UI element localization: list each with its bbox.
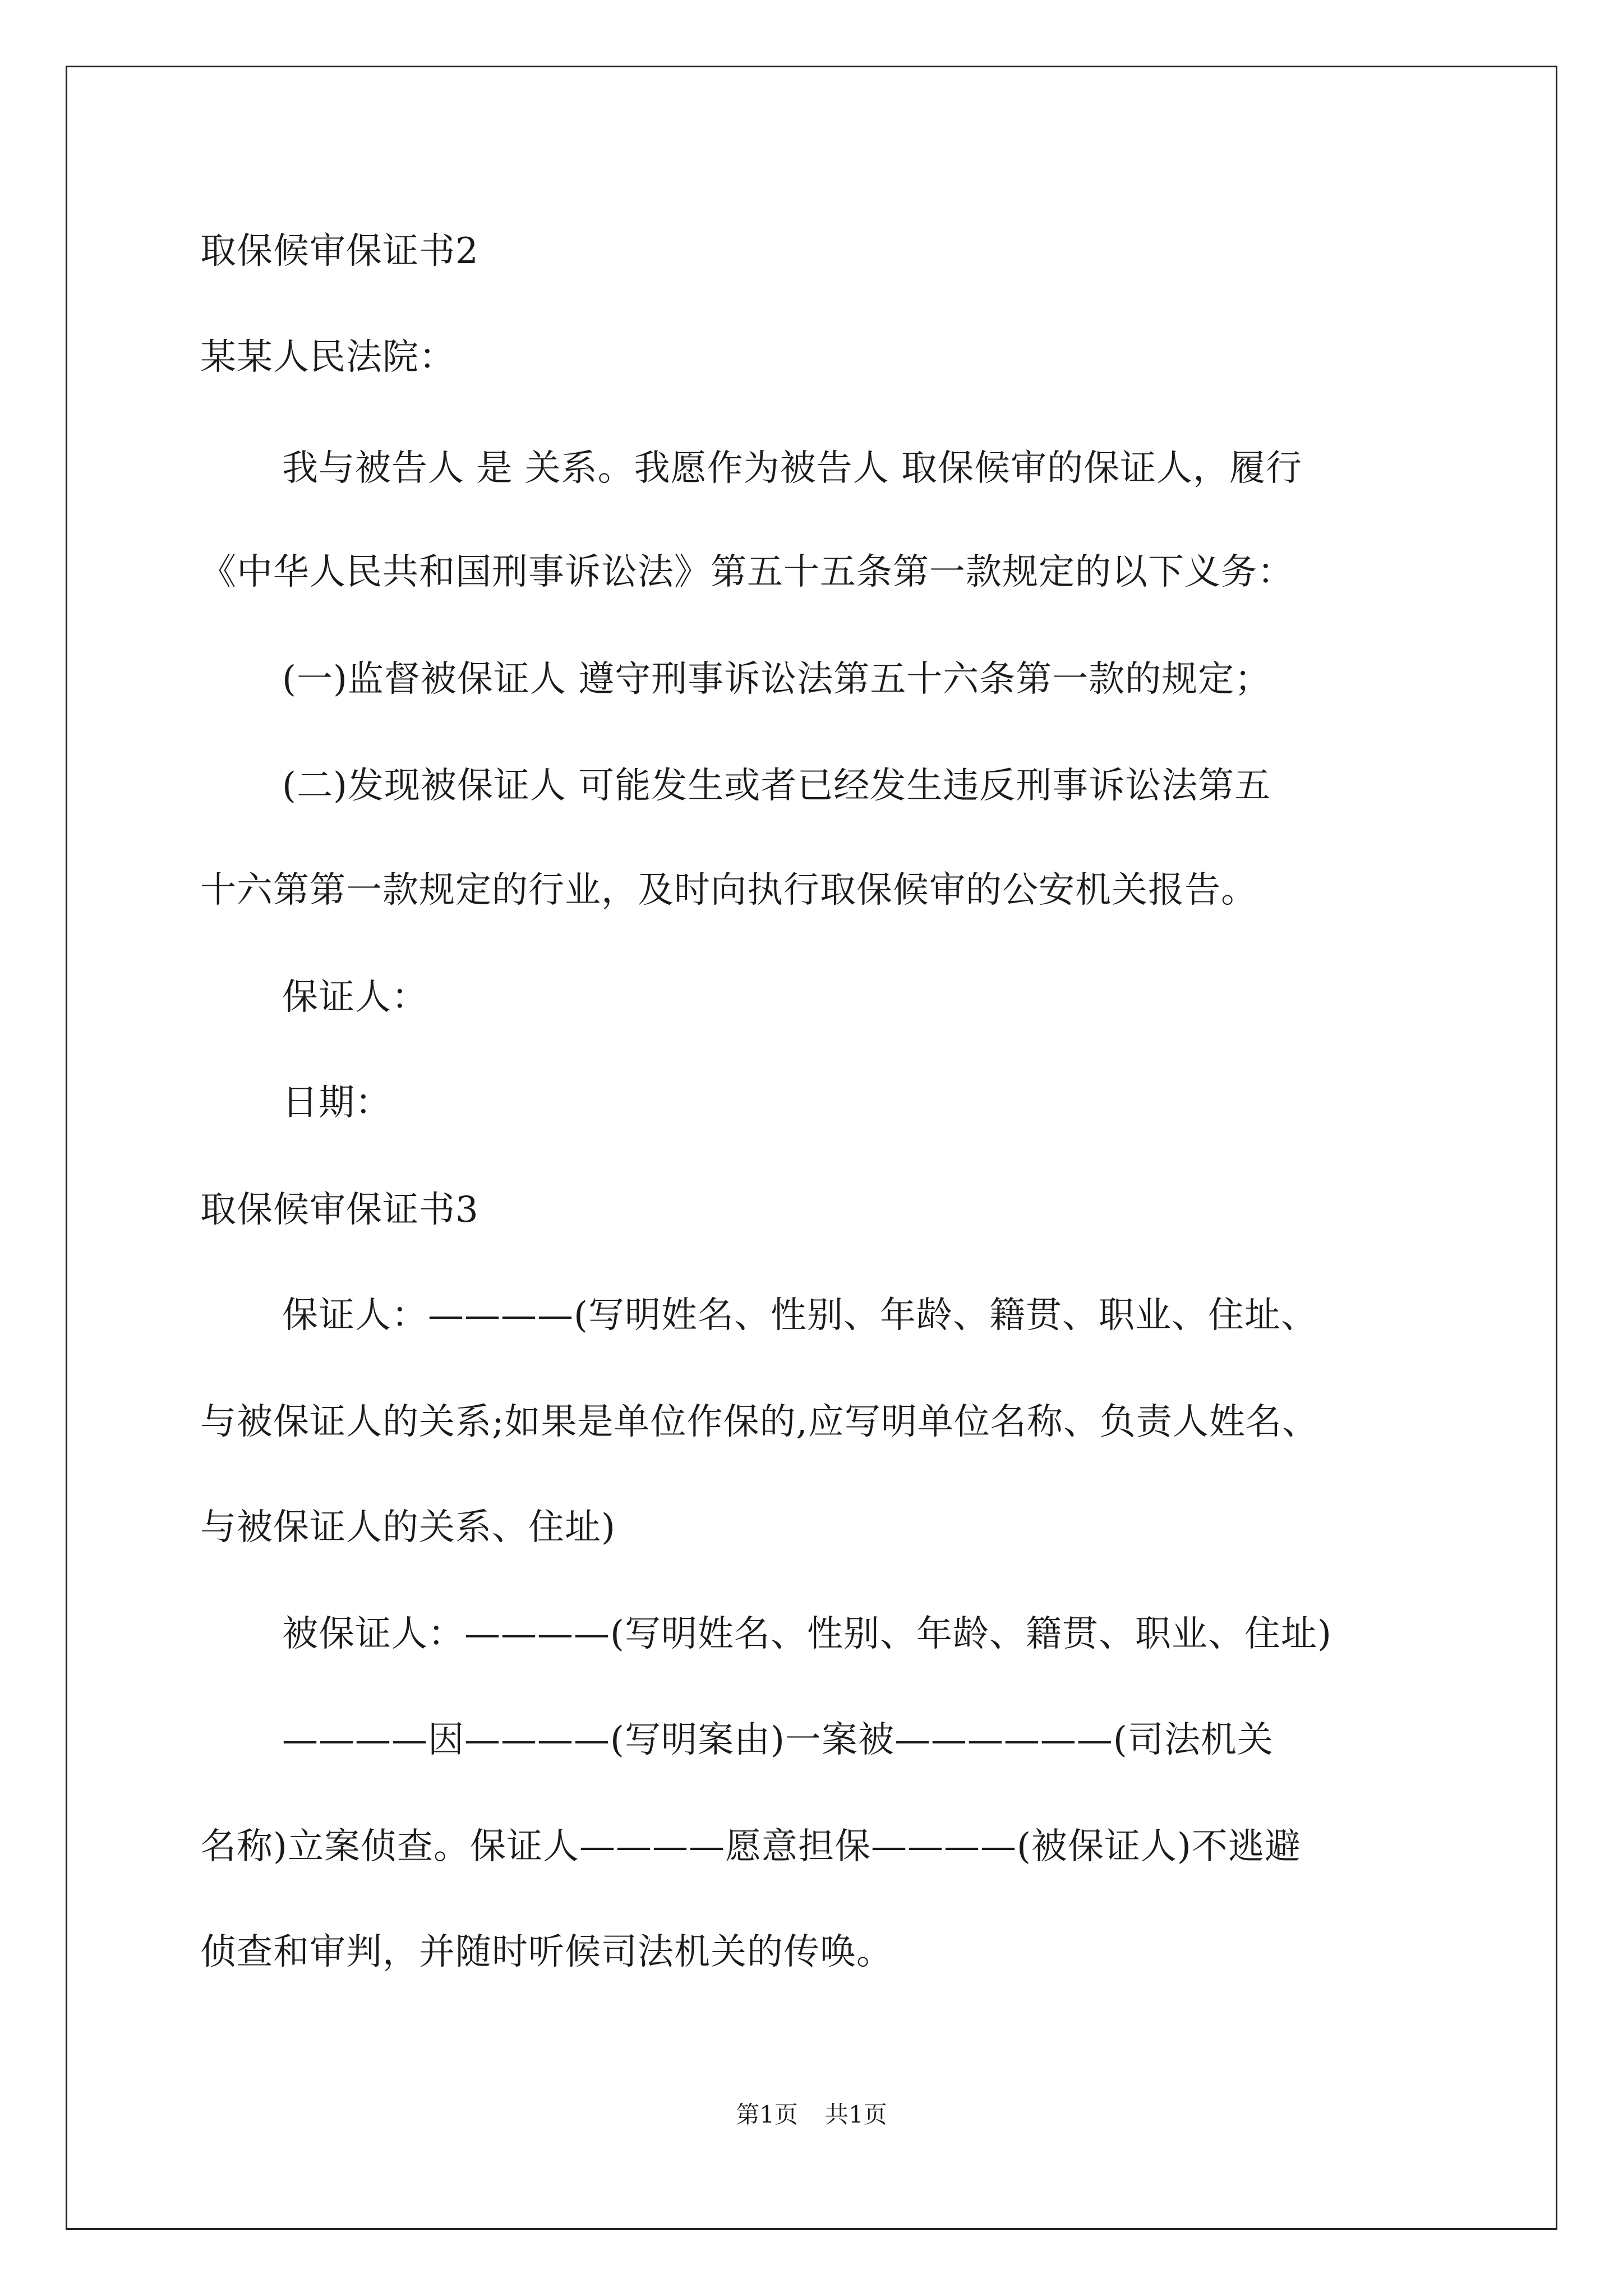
case-statement-line-1: ————因————(写明案由)一案被——————(司法机关 (282, 1719, 1274, 1761)
case-statement-line-3: 侦查和审判，并随时听候司法机关的传唤。 (200, 1931, 893, 1973)
section-3-heading: 取保候审保证书3 (200, 1189, 479, 1231)
addressee: 某某人民法院： (200, 337, 455, 378)
guaranteed-person-info: 被保证人：————(写明姓名、性别、年龄、籍贯、职业、住址) (282, 1613, 1332, 1655)
case-statement-line-2: 名称)立案侦查。保证人————愿意担保————(被保证人)不逃避 (200, 1826, 1301, 1867)
obligation-item-1: (一)监督被保证人 遵守刑事诉讼法第五十六条第一款的规定； (282, 659, 1271, 700)
page-total: 共1页 (825, 2101, 887, 2128)
guarantor-info-line-2: 与被保证人的关系;如果是单位作保的,应写明单位名称、负责人姓名、 (200, 1401, 1318, 1443)
guarantor-info-line-1: 保证人：————(写明姓名、性别、年龄、籍贯、职业、住址、 (282, 1295, 1317, 1336)
obligation-item-2-line-1: (二)发现被保证人 可能发生或者已经发生违反刑事诉讼法第五 (282, 765, 1271, 807)
page-number: 第1页 (736, 2101, 798, 2128)
section-2-heading: 取保候审保证书2 (200, 231, 479, 272)
guarantor-info-line-3: 与被保证人的关系、住址) (200, 1507, 616, 1548)
paragraph-1-line-1: 我与被告人 是 关系。我愿作为被告人 取保候审的保证人，履行 (282, 448, 1303, 489)
paragraph-1-line-2: 《中华人民共和国刑事诉讼法》第五十五条第一款规定的以下义务： (200, 551, 1294, 593)
page-border (66, 66, 1557, 2230)
page-footer (0, 2101, 1623, 2129)
date-label: 日期： (282, 1082, 391, 1124)
guarantor-signature-label: 保证人： (282, 977, 428, 1018)
obligation-item-2-line-2: 十六第第一款规定的行业，及时向执行取保候审的公安机关报告。 (200, 869, 1257, 911)
